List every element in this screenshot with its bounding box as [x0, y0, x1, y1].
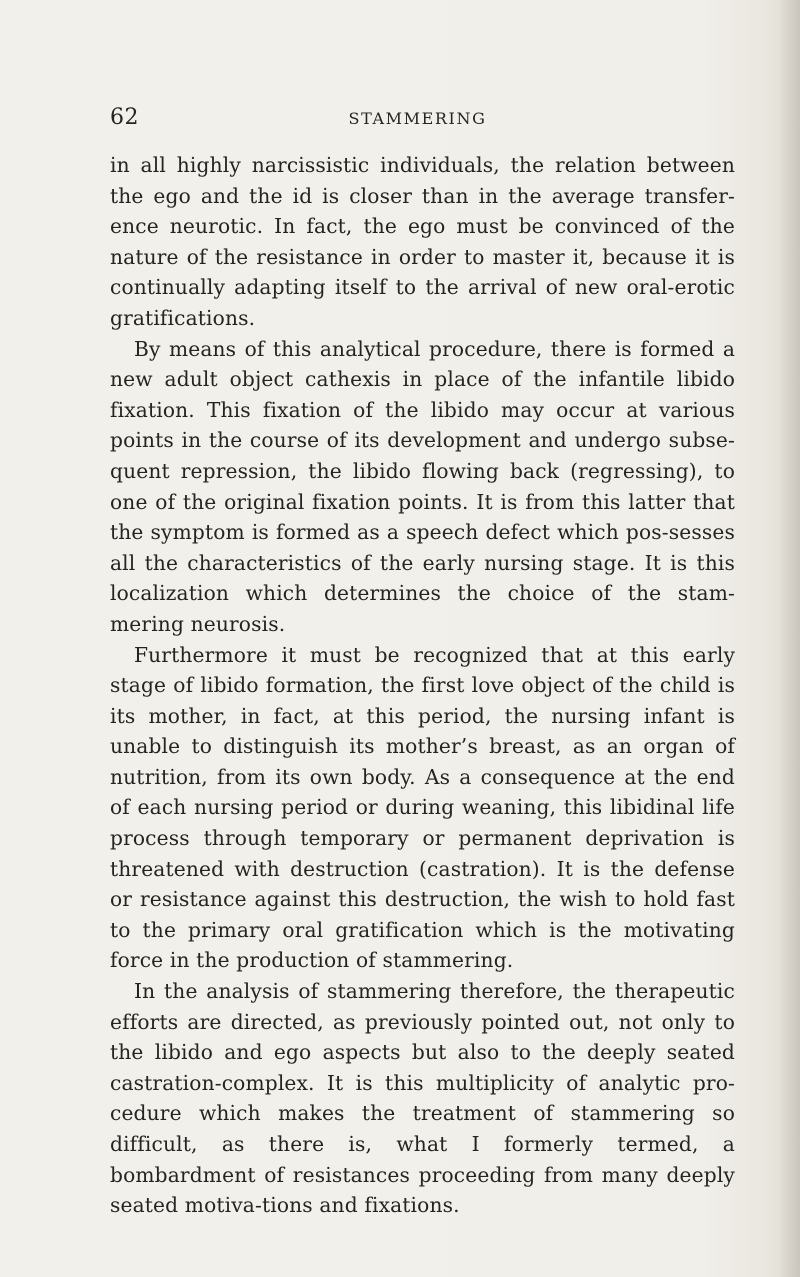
page-number: 62	[110, 105, 139, 130]
paragraph: In the analysis of stammering therefore, the therapeutic efforts are directed, as previously pointed out, not only to the libido and ego aspects but also to the deeply seated castration-complex. It is this multiplicity of analytic pro-cedure which makes the treatment of stammering so difficult, as there is, what I formerly termed, a bombardment of resistances proceeding from many deeply seated motiva-tions and fixations.	[110, 979, 735, 1218]
running-head	[110, 105, 725, 135]
paragraph-continued: in all highly narcissistic individuals, the relation between the ego and the id is closer than in the average transfer-ence neurotic. In fact, the ego must be convinced of the nature of the resistance in order to master it, because it is continually adapting itself to the arrival of new oral-erotic gratifications.	[110, 153, 735, 330]
page-edge-shadow	[778, 0, 800, 1277]
paragraph: By means of this analytical procedure, there is formed a new adult object cathexis in place of the infantile libido fixation. This fixation of the libido may occur at various points in the course of its development and undergo subse-quent repression, the libido flowing back (regressing), to one of the original fixation points. It is from this latter that the symptom is formed as a speech defect which pos-sesses all the characteristics of the early nursing stage. It is this localization which determines the choice of the stam-mering neurosis.	[110, 336, 735, 636]
paragraph: Furthermore it must be recognized that at this early stage of libido formation, the first love object of the child is its mother, in fact, at this period, the nursing infant is unable to distinguish its mother’s breast, as an organ of nutrition, from its own body. As a consequence at the end of each nursing period or during weaning, this libidinal life process through temporary or permanent deprivation is threatened with destruction (castration). It is the defense or resistance against this destruction, the wish to hold fast to the primary oral gratification which is the motivating force in the production of stammering.	[110, 642, 735, 973]
body-text	[110, 150, 735, 1221]
running-head-title: STAMMERING	[348, 109, 487, 128]
